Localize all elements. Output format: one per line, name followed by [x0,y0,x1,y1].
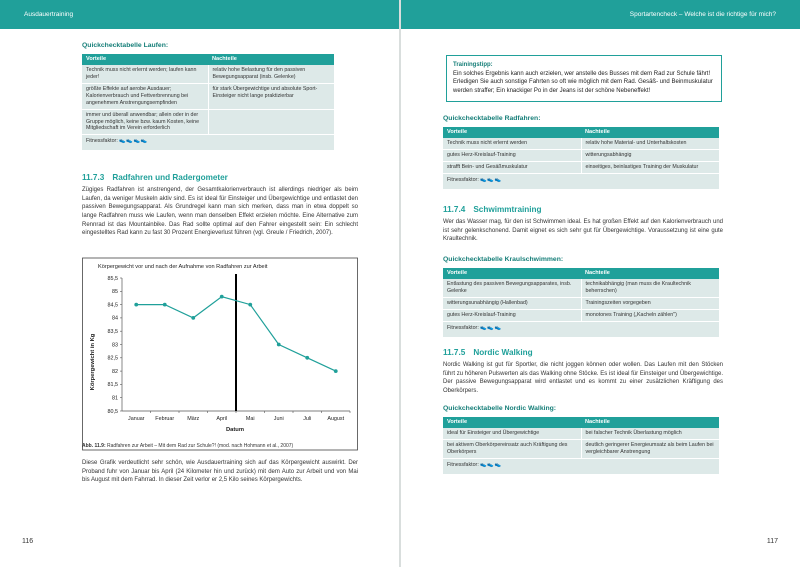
left-page [0,0,399,567]
swim-section [443,205,723,244]
cycling-table-title: Quickchecktabelle Radfahren: [443,115,541,122]
x-tick-label: Mai [245,416,255,422]
table-row [82,109,334,135]
table-row [443,309,719,321]
fitness-row [443,321,719,337]
data-point [248,303,252,307]
x-tick-label: März [187,416,200,422]
data-point [334,369,338,373]
table-cell: bei aktivem Oberkörpereinsatz auch Kräftigung des Oberkörpers [443,440,581,459]
table-row [443,162,719,174]
col-pro: Vorteile [82,54,208,65]
chart-title: Körpergewicht vor und nach der Aufnahme von Radfahren zur Arbeit [98,264,268,270]
section-number: 11.7.4 [443,205,466,214]
y-tick-label: 83,5 [107,329,118,335]
cycling-section [82,173,358,238]
page-number-left: 116 [22,538,34,545]
table-cell: deutlich geringerer Energieumsatz als beim Laufen bei vergleichbarer Anstrengung [581,440,719,459]
caption-text: Radfahren zur Arbeit – Mit dem Rad zur Schule?! (mod. nach Hohmann et al., 2007) [107,443,294,449]
y-tick-label: 83 [112,342,118,349]
y-tick-label: 80,5 [107,408,118,415]
y-tick-label: 82 [112,368,118,375]
section-text: Wer das Wasser mag, für den ist Schwimmen ideal. Es hat großen Effekt auf den Kalorienverbrauch und ist sehr gelenkschonend. Damit eignet es sich sehr gut für Übergewichtige. Voraussetzung ist eine gute Kraultechnik. [443,219,723,243]
running-table [82,54,334,151]
fitness-label: Fitnessfaktor: [86,138,118,145]
right-page [401,0,800,567]
y-tick-label: 81 [112,395,118,402]
running-table-title: Quickchecktabelle Laufen: [82,42,169,49]
walk-table-title: Quickchecktabelle Nordic Walking: [443,405,557,412]
table-cell: strafft Bein- und Gesäßmuskulatur [443,162,581,174]
table-cell: größte Effekte auf aerobe Ausdauer; Kalorienverbrauch und Fettverbrennung bei angenehmem Anstrengungsempfinden [82,84,208,110]
table-row [443,279,719,297]
y-axis-label: Körpergewicht in Kg [90,333,96,391]
x-tick-label: Juli [303,416,312,422]
col-con: Nachteile [208,54,334,65]
walking-section [443,348,723,396]
fitness-row [443,458,719,474]
x-tick-label: April [216,416,228,422]
section-number: 11.7.3 [82,173,105,182]
table-cell: monotones Training („Kacheln zählen") [581,309,719,321]
swim-table [443,268,719,338]
table-row [443,138,719,149]
after-chart-text: Diese Grafik verdeutlicht sehr schön, wie Ausdauertraining sich auf das Körpergewicht auswirkt. Der Proband fuhr von Januar bis April (24 Kilometer hin und zurück) mit dem Auto zur Arbeit und von Mai bis August mit dem Fahrrad. In dieser Zeit verlor er 2,5 Kilo seines Körpergewichts. [82,460,358,484]
table-cell: gutes Herz-Kreislauf-Training [443,150,581,162]
table-row [82,65,334,83]
walking-quickcheck [443,405,719,475]
table-cell: für stark Übergewichtige und absolute Sport-Einsteiger nicht lange praktizierbar [208,84,334,110]
x-tick-label: Juni [273,416,284,422]
section-text: Zügiges Radfahren ist anstrengend, der Gesamtkalorienverbrauch ist allerdings niedriger als beim Laufen, da weniger Muskeln aktiv sind. Es ist ideal für Einsteiger und Übergewichtige und entlastet den passiven Bewegungsapparat. Als Grundregel kann man sich merken, dass man in etwa doppelt so lange Radfahren muss wie Laufen, wenn man denselben Effekt erzielen möchte. Eine Alternative zum Rennrad ist das Mountainbike. Das Rad sollte optimal auf den Fahrer eingestellt sein: Ein schlecht eingestelltes Rad kann zu fast 30 Prozent Energieverlust führen (vgl. Greule / Friedrich, 2007). [82,187,358,237]
x-tick-label: Januar [128,416,145,422]
table-cell: witterungsunabhängig (Hallenbad) [443,298,581,310]
fitness-row [443,173,719,189]
section-heading [82,173,358,182]
section-title: Nordic Walking [473,348,533,357]
data-point [277,343,281,347]
table-cell: Trainingszeiten vorgegeben [581,298,719,310]
table-cell: Technik muss nicht erlernt werden; laufen kann jeder! [82,65,208,83]
y-tick-label: 84 [112,315,118,322]
left-header-bar [0,0,399,29]
tip-text: Ein solches Ergebnis kann auch erzielen, wer anstelle des Busses mit dem Rad zur Schule fährt! Erledigen Sie auch sonstige Fahrten so oft wie möglich mit dem Rad. Gesäß- und Beinmuskulatur werden straffer; Ein knackiger Po in der Jeans ist der schöne Nebeneffekt! [453,70,713,95]
y-tick-label: 85 [112,289,118,296]
swim-table-title: Quickchecktabelle Kraulschwimmen: [443,256,564,263]
page-number-right: 117 [766,538,778,545]
table-cell: relativ hohe Belastung für den passiven Bewegungsapparat (insb. Gelenke) [208,65,334,83]
fitness-label: Fitnessfaktor: [447,461,479,468]
x-tick-label: August [327,416,345,422]
section-heading [443,348,723,357]
col-pro: Vorteile [443,127,581,138]
table-cell: immer und überall anwendbar; allein oder in der Gruppe möglich, keine bzw. kaum Kosten, keine Mitgliedschaft im Verein erforderlich [82,109,208,135]
weight-line-chart [82,256,358,452]
table-cell: Technik muss nicht erlernt werden [443,138,581,149]
section-title: Radfahren und Radergometer [112,173,228,182]
y-tick-label: 82,5 [107,355,118,362]
table-cell: gutes Herz-Kreislauf-Training [443,309,581,321]
table-cell: relativ hohe Material- und Unterhaltskosten [581,138,719,149]
table-row [443,440,719,459]
fitness-label: Fitnessfaktor: [447,324,479,331]
col-pro: Vorteile [443,268,581,279]
col-con: Nachteile [581,127,719,138]
data-point [163,303,167,307]
caption-label: Abb. 11.9: [82,443,106,449]
shoe-icon: 👟👟👟 [480,461,502,468]
section-number: 11.7.5 [443,348,466,357]
data-point [191,316,195,320]
y-tick-label: 84,5 [107,302,118,309]
right-header-bar [401,0,800,29]
table-cell: ideal für Einsteiger und Übergewichtige [443,428,581,439]
right-header-title: Sportartencheck – Welche ist die richtige für mich? [629,11,776,18]
cycling-table [443,127,719,190]
col-con: Nachteile [581,268,719,279]
cycling-quickcheck [443,115,719,190]
swim-quickcheck [443,256,719,338]
table-cell: technikabhängig (man muss die Kraultechnik beherrschen) [581,279,719,297]
shoe-icon: 👟👟👟 [480,324,502,331]
y-tick-label: 85,5 [107,275,118,282]
fitness-row [82,135,334,151]
section-title: Schwimmtraining [473,205,542,214]
y-tick-label: 81,5 [107,382,118,389]
figure-caption [82,443,358,450]
shoe-icon: 👟👟👟 [480,176,502,183]
running-quickcheck [82,42,334,151]
data-point [134,303,138,307]
col-pro: Vorteile [443,417,581,428]
table-cell: Entlastung des passiven Bewegungsapparates, insb. Gelenke [443,279,581,297]
table-cell: witterungsabhängig [581,150,719,162]
x-tick-label: Februar [155,416,175,422]
col-con: Nachteile [581,417,719,428]
section-heading [443,205,723,214]
table-row [443,298,719,310]
table-cell: einseitiges, beinlastiges Training der Muskulatur [581,162,719,174]
training-tip-box [446,55,722,102]
walk-table [443,417,719,475]
table-row [443,428,719,439]
x-axis-label: Datum [225,427,245,433]
table-cell [208,109,334,135]
table-cell: bei falscher Technik Überlastung möglich [581,428,719,439]
tip-title: Trainingstipp: [453,62,493,68]
section-text: Nordic Walking ist gut für Sportler, die nicht joggen können oder wollen. Das Laufen mit den Stöcken führt zu höheren Pulswerten als das Walking ohne Stöcke. Es ist ideal für Einsteiger und Übergewichtige. Der passive Bewegungsapparat wird entlastet und es kommt zu einer zusätzlichen Kräftigung des Oberkörpers. [443,362,723,395]
data-point [305,356,309,360]
data-point [220,295,224,299]
table-row [82,84,334,110]
shoe-icon: 👟👟👟👟 [119,138,148,145]
left-header-title: Ausdauertraining [24,11,74,18]
fitness-label: Fitnessfaktor: [447,176,479,183]
table-row [443,150,719,162]
